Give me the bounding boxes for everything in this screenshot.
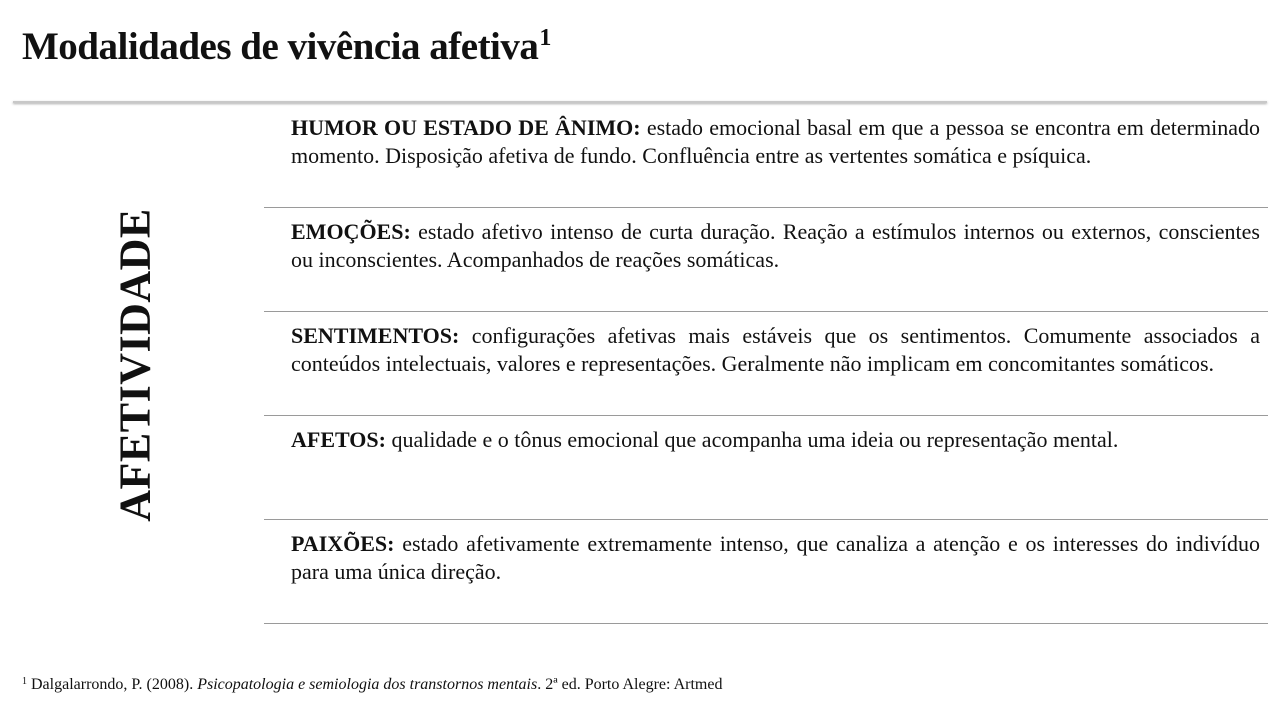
definition-text xyxy=(291,426,1260,454)
footnote-reference xyxy=(22,676,722,694)
definition-term: EMOÇÕES: xyxy=(291,219,411,244)
slide-title xyxy=(22,24,551,69)
slide-title-text: Modalidades de vivência afetiva xyxy=(22,25,539,68)
definition-body: estado afetivamente extremamente intenso, que canaliza a atenção e os interesses do indivíduo para uma única direção. xyxy=(291,531,1260,584)
definition-row-paixoes xyxy=(264,520,1268,624)
definition-term: AFETOS: xyxy=(291,427,386,452)
definition-row-sentimentos xyxy=(264,312,1268,416)
definition-term: HUMOR OU ESTADO DE ÂNIMO: xyxy=(291,115,641,140)
title-footnote-mark: 1 xyxy=(539,25,551,51)
footnote-mark: 1 xyxy=(22,676,27,687)
footnote-author: Dalgalarrondo, P. (2008). xyxy=(27,676,198,693)
definition-row-humor xyxy=(264,104,1268,208)
definition-text xyxy=(291,114,1260,169)
definition-body: estado afetivo intenso de curta duração. Reação a estímulos internos ou externos, conscientes ou inconscientes. Acompanhados de reações somáticas. xyxy=(291,219,1260,272)
definition-body: configurações afetivas mais estáveis que os sentimentos. Comumente associados a conteúdos intelectuais, valores e representações. Geralmente não implicam em concomitantes somáticos. xyxy=(291,323,1260,376)
definition-text xyxy=(291,322,1260,377)
definition-term: SENTIMENTOS: xyxy=(291,323,460,348)
title-divider xyxy=(13,101,1267,103)
definition-row-afetos xyxy=(264,416,1268,520)
definition-term: PAIXÕES: xyxy=(291,531,395,556)
footnote-publisher: . 2ª ed. Porto Alegre: Artmed xyxy=(537,676,723,693)
footnote-book-title: Psicopatologia e semiologia dos transtornos mentais xyxy=(197,676,538,693)
definition-row-emocoes xyxy=(264,208,1268,312)
definition-body: qualidade e o tônus emocional que acompanha uma ideia ou representação mental. xyxy=(385,427,1119,452)
side-label-afetividade: AFETIVIDADE xyxy=(110,208,160,522)
definition-text xyxy=(291,530,1260,585)
definitions-list xyxy=(264,104,1268,624)
definition-body: estado emocional basal em que a pessoa se encontra em determinado momento. Disposição afetiva de fundo. Confluência entre as vertentes somática e psíquica. xyxy=(291,115,1260,168)
definition-text xyxy=(291,218,1260,273)
